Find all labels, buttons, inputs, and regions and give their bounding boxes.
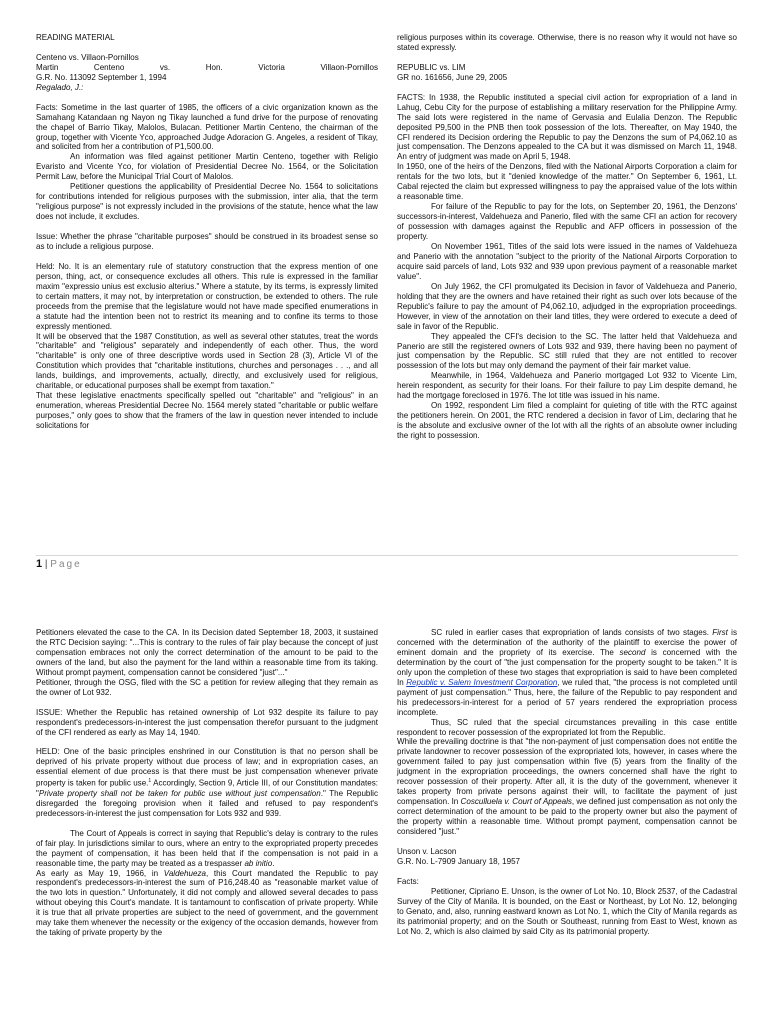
facts-paragraph: FACTS: In 1938, the Republic instituted a special civil action for expropriation of a land in Lahug, Cebu City for the purpose of establishing a military reservation for the Philippine Army. The said lots were registered in the name of Gervasia and Eulalia Denzon. The Republic deposited P9,500 in the PNB then took possession of the lots. Thereafter, on May 1940, the CFI rendered its Decision ordering the Republic to pay the Denzons the sum of P4,062.10 as just compensation. The Denzons appealed to the CA but it was dismissed on March 11, 1948. An entry of judgment was made on April 5, 1948.	[397, 92, 737, 162]
case-gr-number: G.R. No. L-7909 January 18, 1957	[397, 856, 521, 866]
party-word: Victoria	[258, 62, 285, 72]
reading-material-title: READING MATERIAL	[36, 33, 115, 42]
court-of-appeals-paragraph: The Court of Appeals is correct in saying that Republic's delay is contrary to the rules of fair play. In jurisdictions similar to ours, where an entry to the expropriated property precedes the payment of compensation, it has been held that if the compensation is not paid in a reasonable time, the party may be treated as a trespasser ab initio.	[36, 828, 378, 868]
facts-paragraph: Petitioner questions the applicability of Presidential Decree No. 1564 to solicitations for contributions intended for religious purposes with the submission, inter alia, that the term "religious purpose" is not expressly included in the provisions of the statute, hence what the law does not include, it excludes.	[36, 182, 378, 222]
case-title-centeno: Centeno vs. Villaon-Pornillos	[36, 52, 139, 62]
held-paragraph: That these legislative enactments specifically spelled out "charitable" and "religious" in an enumeration, whereas Presidential Decree No. 1564 merely stated "charitable or public welfare purposes," only goes to show that the framers of the law in question never intended to include solicitations for	[36, 391, 378, 431]
party-word: Martin	[36, 62, 59, 72]
ruling-paragraph: Thus, SC ruled that the special circumstances prevailing in this case entitle respondent to recover possession of the expropriated lot from the Republic.	[397, 717, 737, 737]
held-paragraph: Held: No. It is an elementary rule of statutory construction that the express mention of one person, thing, act, or consequence excludes all others. This rule is expressed in the familiar maxim "expressio unius est exclusio alterius." Where a statute, by its terms, is expressly limited to certain matters, it may not, by interpretation or construction, be extended to others. The rule proceeds from the premise that the legislature would not have made specified enumerations in a statute had the intention been not to restrict its meaning and to confine its terms to those expressly mentioned.	[36, 261, 378, 331]
page-number: 1	[36, 558, 43, 570]
ca-decision-paragraph: Petitioners elevated the case to the CA. In its Decision dated September 18, 2003, it sustained the RTC Decision saying: "...This is contrary to the rules of fair play because the concept of just compensation embraces not only the correct determination of the amount to be paid to the owners of the land, but also the payment for the land within a reasonable time from its taking. Without prompt payment, compensation cannot be considered "just"..."	[36, 628, 378, 677]
facts-paragraph: An information was filed against petitioner Martin Centeno, together with Religio Evaristo and Vicente Yco, for violation of Presidential Decree No. 1564, or the Solicitation Permit Law, before the Municipal Trial Court of Malolos.	[36, 152, 378, 182]
footer-page-label: Page	[50, 559, 82, 570]
facts-paragraph: On November 1961, Titles of the said lots were issued in the names of Valdehueza and Panerio with the annotation "subject to the priority of the National Airports Corporation to acquire said parcels of land, Lots 932 and 939 upon previous payment of a reasonable market value".	[397, 241, 737, 281]
doctrine-paragraph: While the prevailing doctrine is that "the non-payment of just compensation does not entitle the private landowner to recover possession of the expropriated lots, however, in cases where the government failed to pay just compensation within five (5) years from the finality of the judgment in the expropriation proceedings, the owners concerned shall have the right to recover possession of their property. After all, it is the duty of the government, whenever it takes property from private persons against their will, to facilitate the payment of just compensation. In Cosculluela v. Court of Appeals, we defined just compensation as not only the correct determination of the amount to be paid to the property owner but also the payment of the property within a reasonable time. Without prompt payment, compensation cannot be considered "just."	[397, 737, 737, 837]
footnote-marker: 1	[148, 778, 152, 785]
page2-right-column	[397, 628, 737, 937]
footer-separator: |	[44, 559, 48, 570]
page2-left-column	[36, 628, 378, 938]
held-paragraph: It will be observed that the 1987 Constitution, as well as several other statutes, treat the words "charitable" and "religious" separately and independently of each other. Thus, the word "charitable" is only one of three descriptive words used in Section 28 (3), Article VI of the Constitution which provides that "charitable institutions, churches and personages . . ., and all lands, buildings, and improvements, actually, directly, and exclusively used for religious, charitable, or educational purposes shall be exempt from taxation."	[36, 331, 378, 391]
page1-left-column	[36, 33, 378, 431]
valdehueza-paragraph: As early as May 19, 1966, in Valdehueza, this Court mandated the Republic to pay respondent's predecessors-in-interest the sum of P16,248.40 as "reasonable market value of the two lots in question." Unfortunately, it did not comply and allowed several decades to pass without obeying this Court's mandate. It is tantamount to confiscation of private property. While it is true that all private properties are subject to the need of government, and the government may take them whenever the necessity or the exigency of the occasion demands, however from the taking of private property by the	[36, 868, 378, 938]
case-title-unson: Unson v. Lacson	[397, 846, 457, 856]
facts-paragraph: Meanwhile, in 1964, Valdehueza and Panerio mortgaged Lot 932 to Vicente Lim, herein respondent, as security for their loans. For their failure to pay Lim despite demand, he had the mortgage foreclosed in 1976. The lot title was issued in his name.	[397, 371, 737, 401]
party-word: Hon.	[205, 62, 223, 72]
facts-paragraph: For failure of the Republic to pay for the lots, on September 20, 1961, the Denzons' successors-in-interest, Valdehueza and Panerio, filed with the same CFI an action for recovery of possession with damages against the Republic and AFP officers in possession of the property.	[397, 202, 737, 242]
facts-label: Facts:	[397, 876, 419, 886]
petition-paragraph: Petitioner, through the OSG, filed with the SC a petition for review alleging that they remain as the owner of Lot 932.	[36, 677, 378, 697]
expropriation-stages-paragraph: SC ruled in earlier cases that expropriation of lands consists of two stages. First is concerned with the determination of the authority of the plaintiff to exercise the power of eminent domain and the propriety of its exercise. The second is concerned with the determination by the court of "the just compensation for the property sought to be taken." It is only upon the completion of these two stages that expropriation is said to have been completed In Republic v. Salem Investment Corporation, we ruled that, "the process is not completed until payment of just compensation." Thus, here, the failure of the Republic to pay respondent and his predecessors-in-interest for a period of 57 years rendered the expropriation process incomplete.	[397, 628, 737, 717]
held-continuation: religious purposes within its coverage. Otherwise, there is no reason why it would not have so stated expressly.	[397, 33, 737, 52]
facts-paragraph: Facts: Sometime in the last quarter of 1985, the officers of a civic organization known as the Samahang Katandaan ng Nayon ng Tikay launched a fund drive for the purpose of renovating the chapel of Barrio Tikay, Malolos, Bulacan. Petitioner Martin Centeno, the chairman of the group, together with Vicente Yco, approached Judge Adoracion G. Angeles, a resident of Tikay, and solicited from her a contribution of P1,500.00.	[36, 102, 378, 152]
document-page-2	[0, 580, 768, 1024]
facts-paragraph: On 1992, respondent Lim filed a complaint for quieting of title with the RTC against the petitioners herein. On 2001, the RTC rendered a decision in favor of Lim, declaring that he is the absolute and exclusive owner of the lot with all the rights of an absolute owner including the right to possession.	[397, 401, 737, 441]
facts-paragraph: Petitioner, Cipriano E. Unson, is the owner of Lot No. 10, Block 2537, of the Cadastral Survey of the City of Manila. It is bounded, on the East or Northeast, by Lot No. 12, belonging to Genato, and, also, running eastward known as Lot No. 1, which the City of Manila regards as its patrimonial property; and on the South or Southeast, running from East to West, known as Lot No. 2, which is also claimed by said City as its patrimonial property.	[397, 886, 737, 936]
case-citation-link[interactable]: Republic v. Salem Investment Corporation	[406, 677, 558, 687]
issue-paragraph: ISSUE: Whether the Republic has retained ownership of Lot 932 despite its failure to pay respondent's predecessors-in-interest the just compensation therefor pursuant to the judgment of the CFI rendered as early as May 14, 1940.	[36, 707, 378, 737]
case-gr-number: GR no. 161656, June 29, 2005	[397, 72, 508, 82]
case-title-republic-lim: REPUBLIC vs. LIM	[397, 62, 466, 72]
page1-right-column	[397, 33, 737, 441]
held-paragraph: HELD: One of the basic principles enshrined in our Constitution is that no person shall be deprived of his private property without due process of law; and in expropriation cases, an essential element of due process is that there must be just compensation whenever private property is taken for public use.$^1$ Accordingly, Section 9, Article III, of our Constitution mandates: "Private property shall not be taken for public use without just compensation." The Republic disregarded the foregoing provision when it failed and refused to pay respondent's predecessors-in-interest the just compensation for Lots 932 and 939.	[36, 747, 379, 818]
case-gr-number: G.R. No. 113092 September 1, 1994	[36, 72, 167, 82]
facts-paragraph: On July 1962, the CFI promulgated its Decision in favor of Valdehueza and Panerio, holding that they are the owners and have retained their right as such over lots because of the Republic's failure to pay the amount of P4,062.10, adjudged in the expropriation proceedings. However, in view of the annotation on their land titles, they were ordered to execute a deed of sale in favor of the Republic.	[397, 281, 737, 331]
party-word: Villaon-Pornillos	[320, 62, 378, 72]
party-word: Centeno	[93, 62, 125, 72]
case-parties-row	[36, 63, 378, 73]
page-footer	[36, 555, 738, 579]
issue-paragraph: Issue: Whether the phrase "charitable purposes" should be construed in its broadest sense so as to include a religious purpose.	[36, 232, 378, 251]
facts-paragraph: In 1950, one of the heirs of the Denzons, filed with the National Airports Corporation a claim for rentals for the two lots, but it "denied knowledge of the matter." On September 6, 1961, Lt. Cabal rejected the claim but expressed willingness to pay the appraised value of the lots within a reasonable time.	[397, 162, 737, 202]
case-ponente: Regalado, J.:	[36, 82, 84, 92]
party-word: vs.	[159, 62, 171, 72]
facts-paragraph: They appealed the CFI's decision to the SC. The latter held that Valdehueza and Panerio are still the registered owners of Lots 932 and 939, there having been no payment of just compensation by the Republic. SC still ruled that they are not entitled to recover possession of the lots but may only demand the payment of their fair market value.	[397, 331, 737, 371]
